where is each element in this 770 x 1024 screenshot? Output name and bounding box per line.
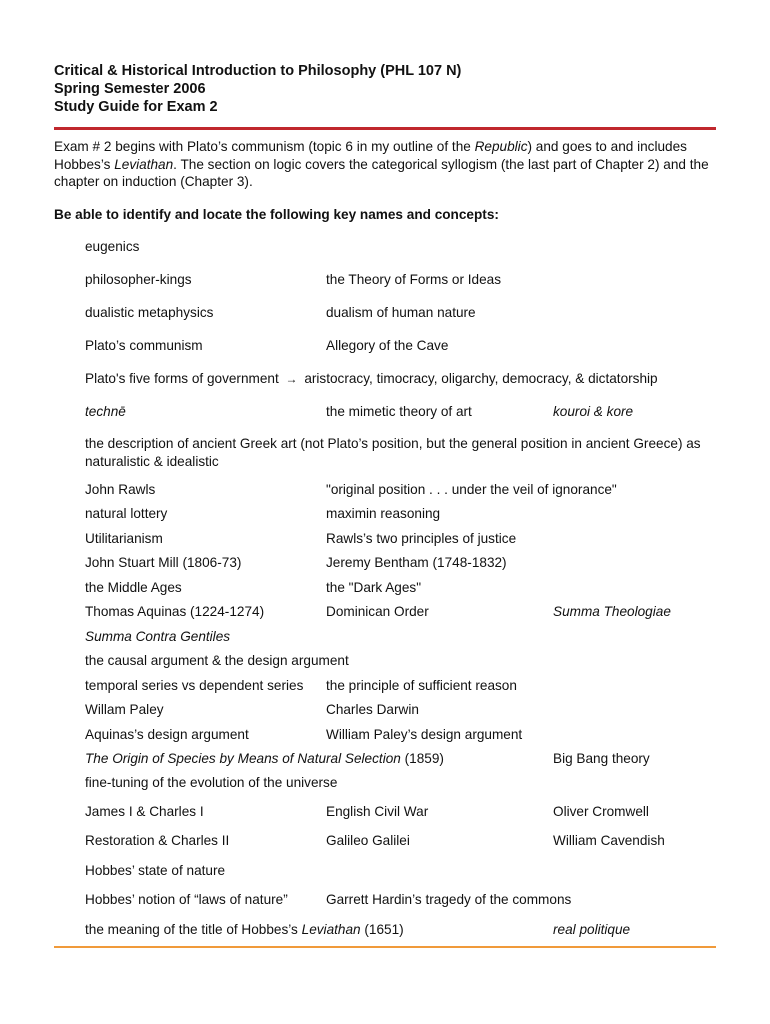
term: Garrett Hardin’s tragedy of the commons: [326, 892, 572, 907]
term: Plato's five forms of government: [85, 371, 279, 386]
term-row: [85, 652, 725, 670]
term: Summa Contra Gentiles: [85, 629, 231, 644]
term: John Stuart Mill (1806-73): [85, 555, 242, 570]
term-row: [85, 726, 725, 744]
intro-paragraph: [54, 138, 716, 191]
term-row: [85, 481, 725, 499]
term: real politique: [553, 922, 631, 937]
guide-title: Study Guide for Exam 2: [54, 99, 218, 115]
term-row: [85, 579, 725, 597]
section-heading: Be able to identify and locate the following key names and concepts:: [54, 207, 499, 222]
term-row: [85, 750, 725, 768]
term: temporal series vs dependent series: [85, 678, 304, 693]
term: fine-tuning of the evolution of the universe: [85, 775, 338, 790]
term-row: [85, 701, 725, 719]
term: Oliver Cromwell: [553, 804, 649, 819]
term-row: [85, 862, 725, 880]
term: the causal argument & the design argument: [85, 653, 349, 668]
term: the Middle Ages: [85, 580, 182, 595]
term-year: (1651): [360, 922, 404, 937]
term-row: [85, 803, 725, 821]
document-header: [54, 62, 461, 116]
term: John Rawls: [85, 482, 156, 497]
term: Aquinas’s design argument: [85, 727, 249, 742]
term-row: [85, 271, 725, 289]
term-row: [85, 435, 725, 471]
term-row: [85, 677, 725, 695]
term: dualistic metaphysics: [85, 305, 214, 320]
intro-text-2: ) and goes to and includes Hobbes’s: [54, 139, 687, 172]
term: the mimetic theory of art: [326, 404, 472, 419]
intro-text-3: . The section on logic covers the categorical syllogism (the last part of Chapter 2) and the chapter on induction (Chapter 3).: [54, 156, 709, 189]
term: "original position . . . under the veil of ignorance": [326, 482, 617, 497]
term: James I & Charles I: [85, 804, 204, 819]
five-forms-line: [85, 370, 658, 389]
footer-divider: [54, 946, 716, 948]
term-row: [85, 403, 725, 421]
term-row: [85, 370, 725, 388]
term: English Civil War: [326, 804, 429, 819]
term: Allegory of the Cave: [326, 338, 449, 353]
term: the "Dark Ages": [326, 580, 422, 595]
course-title: Critical & Historical Introduction to Philosophy (PHL 107 N): [54, 63, 462, 79]
origin-species-line: [85, 750, 444, 768]
term: the description of ancient Greek art (not Plato’s position, but the general position in ancient Greece) as naturalistic & idealistic: [85, 436, 701, 469]
term-row: [85, 628, 725, 646]
term-row: [85, 304, 725, 322]
term: Galileo Galilei: [326, 833, 410, 848]
intro-text-1: Exam # 2 begins with Plato’s communism (topic 6 in my outline of the: [54, 139, 475, 154]
term-row: [85, 891, 725, 909]
term: The Origin of Species by Means of Natural Selection: [85, 751, 401, 766]
term: Big Bang theory: [553, 751, 650, 766]
leviathan-line: [85, 921, 404, 939]
term: dualism of human nature: [326, 305, 476, 320]
term: Restoration & Charles II: [85, 833, 230, 848]
term: William Paley’s design argument: [326, 727, 523, 742]
term: Plato’s communism: [85, 338, 203, 353]
arrow-right-icon: →: [285, 372, 298, 386]
term: the principle of sufficient reason: [326, 678, 517, 693]
term: Leviathan: [301, 922, 361, 937]
term: the Theory of Forms or Ideas: [326, 272, 502, 287]
term: William Cavendish: [553, 833, 665, 848]
term: natural lottery: [85, 506, 168, 521]
term: maximin reasoning: [326, 506, 441, 521]
term-row: [85, 530, 725, 548]
term-row: [85, 603, 725, 621]
term: Charles Darwin: [326, 702, 419, 717]
term: Utilitarianism: [85, 531, 163, 546]
term: Dominican Order: [326, 604, 429, 619]
term: eugenics: [85, 239, 140, 254]
term: Thomas Aquinas (1224-1274): [85, 604, 265, 619]
term: the meaning of the title of Hobbes’s: [85, 922, 302, 937]
term: Hobbes’ notion of “laws of nature”: [85, 892, 288, 907]
intro-republic: Republic: [474, 139, 528, 154]
term-row: [85, 774, 725, 792]
intro-leviathan: Leviathan: [114, 156, 174, 172]
term: aristocracy, timocracy, oligarchy, democracy, & dictatorship: [304, 371, 658, 386]
term: Summa Theologiae: [553, 604, 671, 619]
term: technē: [85, 404, 126, 419]
semester-title: Spring Semester 2006: [54, 81, 206, 97]
term: philosopher-kings: [85, 272, 192, 287]
term: kouroi & kore: [553, 404, 634, 419]
term: Hobbes’ state of nature: [85, 863, 226, 878]
term-year: (1859): [400, 751, 444, 766]
header-divider: [54, 127, 716, 130]
term-row: [85, 337, 725, 355]
term-row: [85, 505, 725, 523]
term: Rawls’s two principles of justice: [326, 531, 517, 546]
term-row: [85, 554, 725, 572]
term-row: [85, 238, 725, 256]
term: Willam Paley: [85, 702, 164, 717]
term-row: [85, 832, 725, 850]
term-row: [85, 921, 725, 939]
term: Jeremy Bentham (1748-1832): [326, 555, 507, 570]
